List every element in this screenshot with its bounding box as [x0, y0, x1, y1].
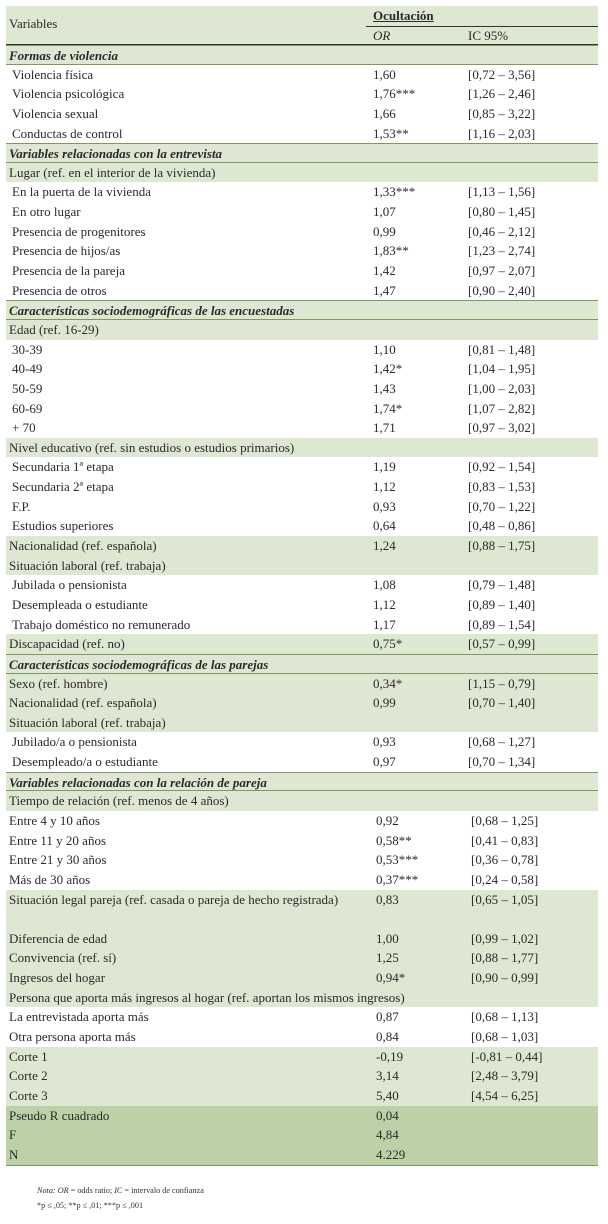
confidence-interval-cell: [0,88 – 1,75]	[468, 538, 536, 554]
confidence-interval-cell: [0,65 – 1,05]	[471, 891, 539, 907]
row-label: 50-59	[12, 380, 43, 396]
odds-ratio-cell: 1,25	[376, 950, 399, 966]
odds-ratio-cell: 1,47	[373, 282, 396, 298]
table-row	[6, 536, 598, 556]
confidence-interval-cell: [1,04 – 1,95]	[468, 361, 536, 377]
confidence-interval-cell: [0,79 – 1,48]	[468, 577, 536, 593]
table-row	[6, 261, 598, 281]
table-row	[6, 163, 598, 183]
row-label: Pseudo R cuadrado	[9, 1107, 110, 1123]
confidence-interval-cell: [0,85 – 3,22]	[468, 105, 536, 121]
odds-ratio-cell: 1,33***	[373, 184, 416, 200]
table-row	[6, 1125, 598, 1145]
table-row	[6, 281, 598, 301]
table-row	[6, 379, 598, 399]
variables-header: Variables	[9, 16, 58, 31]
confidence-interval-cell: [4,54 – 6,25]	[471, 1087, 539, 1103]
section-header-row	[6, 143, 598, 163]
row-label: Secundaria 1ª etapa	[12, 459, 114, 475]
table-row	[6, 870, 598, 890]
regression-table	[6, 6, 598, 1166]
odds-ratio-cell: 0,92	[376, 812, 399, 828]
odds-ratio-cell: 1,66	[373, 105, 396, 121]
row-label: Corte 3	[9, 1087, 48, 1103]
confidence-interval-cell: [0,70 – 1,34]	[468, 754, 536, 770]
table-row	[6, 516, 598, 536]
table-row	[6, 202, 598, 222]
odds-ratio-cell: 0,04	[376, 1107, 399, 1123]
confidence-interval-cell: [-0,81 – 0,44]	[471, 1048, 543, 1064]
row-label: Situación laboral (ref. trabaja)	[9, 714, 166, 730]
confidence-interval-cell: [1,23 – 2,74]	[468, 243, 536, 259]
table-row	[6, 988, 598, 1008]
odds-ratio-cell: 1,43	[373, 380, 396, 396]
table-row	[6, 182, 598, 202]
table-row	[6, 713, 598, 733]
table-row	[6, 104, 598, 124]
row-label: Ingresos del hogar	[9, 970, 106, 986]
confidence-interval-cell: [0,72 – 3,56]	[468, 66, 536, 82]
section-header-row	[6, 654, 598, 674]
table-row	[6, 948, 598, 968]
table-row	[6, 497, 598, 517]
section-header-row	[6, 300, 598, 320]
row-label: Entre 4 y 10 años	[9, 812, 100, 828]
table-row	[6, 457, 598, 477]
confidence-interval-cell: [1,13 – 1,56]	[468, 184, 536, 200]
row-label: En otro lugar	[12, 204, 81, 220]
table-row	[6, 1027, 598, 1047]
odds-ratio-cell: 1,07	[373, 204, 396, 220]
row-label: F.P.	[12, 498, 31, 514]
confidence-interval-cell: [1,07 – 2,82]	[468, 400, 536, 416]
row-label: Corte 2	[9, 1068, 48, 1084]
confidence-interval-cell: [0,92 – 1,54]	[468, 459, 536, 475]
odds-ratio-cell: 1,12	[373, 596, 396, 612]
confidence-interval-cell: [1,15 – 0,79]	[468, 675, 536, 691]
table-row	[6, 477, 598, 497]
odds-ratio-cell: 1,74*	[373, 400, 403, 416]
odds-ratio-cell: 1,71	[373, 420, 396, 436]
row-label: Situación laboral (ref. trabaja)	[9, 557, 166, 573]
odds-ratio-cell: 1,08	[373, 577, 396, 593]
table-row	[6, 929, 598, 949]
odds-ratio-cell: 0,64	[373, 518, 396, 534]
odds-ratio-cell: 1,42*	[373, 361, 403, 377]
table-row	[6, 890, 598, 929]
confidence-interval-cell: [0,90 – 0,99]	[471, 970, 539, 986]
table-row	[6, 1145, 598, 1166]
row-label: Convivencia (ref. sí)	[9, 950, 117, 966]
row-label: Entre 11 y 20 años	[9, 832, 106, 848]
row-label: Desempleado/a o estudiante	[12, 754, 158, 770]
odds-ratio-cell: 0,37***	[376, 871, 419, 887]
odds-ratio-cell: 0,34*	[373, 675, 403, 691]
row-label: Variables relacionadas con la entrevista	[9, 146, 223, 162]
confidence-interval-cell: [0,80 – 1,45]	[468, 204, 536, 220]
odds-ratio-cell: 1,76***	[373, 86, 416, 102]
row-label: Jubilada o pensionista	[12, 577, 127, 593]
row-label: 30-39	[12, 341, 43, 357]
table-row	[6, 84, 598, 104]
odds-ratio-cell: 0,58**	[376, 832, 412, 848]
confidence-interval-cell: [0,36 – 0,78]	[471, 852, 539, 868]
row-label: Persona que aporta más ingresos al hogar (ref. aportan los mismos ingresos)	[9, 989, 405, 1005]
odds-ratio-cell: 0,75*	[373, 636, 403, 652]
odds-ratio-cell: 0,93	[373, 734, 396, 750]
row-label: Desempleada o estudiante	[12, 596, 148, 612]
header-divider	[366, 26, 598, 27]
confidence-interval-cell: [0,48 – 0,86]	[468, 518, 536, 534]
table-row	[6, 1007, 598, 1027]
odds-ratio-cell: 1,10	[373, 341, 396, 357]
outcome-header: Ocultación	[373, 8, 434, 23]
row-label: Presencia de la pareja	[12, 263, 125, 279]
row-label: Conductas de control	[12, 125, 123, 141]
odds-ratio-cell: 1,53**	[373, 125, 409, 141]
ic-column-header: IC 95%	[468, 28, 509, 43]
row-label: Estudios superiores	[12, 518, 114, 534]
section-header-row	[6, 45, 598, 65]
odds-ratio-cell: 1,00	[376, 930, 399, 946]
row-label: Presencia de hijos/as	[12, 243, 121, 259]
table-row	[6, 418, 598, 438]
odds-ratio-cell: 4,84	[376, 1127, 399, 1143]
table-row	[6, 241, 598, 261]
odds-ratio-cell: 1,24	[373, 538, 396, 554]
table-row	[6, 615, 598, 635]
table-row	[6, 1086, 598, 1106]
odds-ratio-cell: 1,12	[373, 479, 396, 495]
row-label: F	[9, 1127, 17, 1143]
odds-ratio-cell: 0,84	[376, 1029, 399, 1045]
confidence-interval-cell: [0,46 – 2,12]	[468, 223, 536, 239]
table-row	[6, 674, 598, 694]
confidence-interval-cell: [0,99 – 1,02]	[471, 930, 539, 946]
odds-ratio-cell: 4.229	[376, 1146, 406, 1162]
confidence-interval-cell: [0,89 – 1,54]	[468, 616, 536, 632]
confidence-interval-cell: [0,24 – 0,58]	[471, 871, 539, 887]
or-column-header: OR	[373, 28, 391, 43]
row-label: Nacionalidad (ref. española)	[9, 538, 157, 554]
odds-ratio-cell: 0,87	[376, 1009, 399, 1025]
odds-ratio-cell: 0,53***	[376, 852, 419, 868]
table-row	[6, 340, 598, 360]
table-row	[6, 438, 598, 458]
odds-ratio-cell: -0,19	[376, 1048, 404, 1064]
table-row	[6, 359, 598, 379]
table-row	[6, 320, 598, 340]
odds-ratio-cell: 1,19	[373, 459, 396, 475]
confidence-interval-cell: [0,88 – 1,77]	[471, 950, 539, 966]
table-row	[6, 1066, 598, 1086]
table-row	[6, 968, 598, 988]
confidence-interval-cell: [0,70 – 1,40]	[468, 695, 536, 711]
row-label: Jubilado/a o pensionista	[12, 734, 137, 750]
confidence-interval-cell: [0,68 – 1,25]	[471, 812, 539, 828]
odds-ratio-cell: 1,60	[373, 66, 396, 82]
table-row	[6, 732, 598, 752]
section-header-row	[6, 772, 598, 792]
odds-ratio-cell: 5,40	[376, 1087, 399, 1103]
table-header	[6, 6, 598, 45]
table-row	[6, 693, 598, 713]
row-label: Edad (ref. 16-29)	[9, 321, 99, 337]
row-label: Situación legal pareja (ref. casada o pareja de hecho registrada)	[9, 891, 339, 907]
odds-ratio-cell: 1,83**	[373, 243, 409, 259]
row-label: Presencia de progenitores	[12, 223, 146, 239]
row-label: 60-69	[12, 400, 43, 416]
row-label: En la puerta de la vivienda	[12, 184, 151, 200]
row-label: Lugar (ref. en el interior de la vivienda)	[9, 164, 216, 180]
table-row	[6, 575, 598, 595]
note-line-2: *p ≤ ,05; **p ≤ ,01; ***p ≤ ,001	[37, 1201, 144, 1210]
row-label: Características sociodemográficas de las encuestadas	[9, 303, 295, 319]
confidence-interval-cell: [0,70 – 1,22]	[468, 498, 536, 514]
odds-ratio-cell: 0,99	[373, 695, 396, 711]
confidence-interval-cell: [2,48 – 3,79]	[471, 1068, 539, 1084]
confidence-interval-cell: [0,83 – 1,53]	[468, 479, 536, 495]
confidence-interval-cell: [0,81 – 1,48]	[468, 341, 536, 357]
table-notes	[37, 1183, 204, 1213]
row-label: Otra persona aporta más	[9, 1029, 136, 1045]
table-row	[6, 850, 598, 870]
odds-ratio-cell: 3,14	[376, 1068, 399, 1084]
odds-ratio-cell: 0,83	[376, 891, 399, 907]
table-row	[6, 124, 598, 144]
confidence-interval-cell: [0,97 – 3,02]	[468, 420, 536, 436]
odds-ratio-cell: 0,94*	[376, 970, 406, 986]
confidence-interval-cell: [0,89 – 1,40]	[468, 596, 536, 612]
row-label: Corte 1	[9, 1048, 48, 1064]
table-row	[6, 556, 598, 576]
confidence-interval-cell: [0,97 – 2,07]	[468, 263, 536, 279]
odds-ratio-cell: 1,17	[373, 616, 396, 632]
row-label: + 70	[12, 420, 36, 436]
confidence-interval-cell: [0,57 – 0,99]	[468, 636, 536, 652]
row-label: Características sociodemográficas de las parejas	[9, 656, 269, 672]
row-label: Violencia psicológica	[12, 86, 125, 102]
row-label: Más de 30 años	[9, 871, 91, 887]
confidence-interval-cell: [1,26 – 2,46]	[468, 86, 536, 102]
row-label: Trabajo doméstico no remunerado	[12, 616, 191, 632]
table-row	[6, 831, 598, 851]
row-label: Diferencia de edad	[9, 930, 108, 946]
table-row	[6, 1047, 598, 1067]
row-label: N	[9, 1146, 19, 1162]
table-row	[6, 65, 598, 85]
table-row	[6, 811, 598, 831]
table-row	[6, 752, 598, 772]
row-label: Discapacidad (ref. no)	[9, 636, 125, 652]
row-label: Sexo (ref. hombre)	[9, 675, 108, 691]
row-label: Variables relacionadas con la relación de pareja	[9, 774, 267, 790]
odds-ratio-cell: 1,42	[373, 263, 396, 279]
row-label: Nivel educativo (ref. sin estudios o estudios primarios)	[9, 439, 295, 455]
odds-ratio-cell: 0,99	[373, 223, 396, 239]
row-label: Formas de violencia	[9, 48, 119, 63]
table-row	[6, 791, 598, 811]
row-label: Tiempo de relación (ref. menos de 4 años)	[9, 793, 229, 809]
confidence-interval-cell: [0,41 – 0,83]	[471, 832, 539, 848]
note-line-1: Nota: OR = odds ratio; IC = intervalo de confianza	[37, 1186, 204, 1195]
confidence-interval-cell: [1,00 – 2,03]	[468, 380, 536, 396]
table-body	[6, 45, 598, 1166]
row-label: Presencia de otros	[12, 282, 107, 298]
confidence-interval-cell: [0,68 – 1,27]	[468, 734, 536, 750]
confidence-interval-cell: [1,16 – 2,03]	[468, 125, 536, 141]
table-row	[6, 399, 598, 419]
confidence-interval-cell: [0,68 – 1,13]	[471, 1009, 539, 1025]
row-label: Nacionalidad (ref. española)	[9, 695, 157, 711]
confidence-interval-cell: [0,68 – 1,03]	[471, 1029, 539, 1045]
confidence-interval-cell: [0,90 – 2,40]	[468, 282, 536, 298]
table-row	[6, 634, 598, 654]
row-label: Secundaria 2ª etapa	[12, 479, 114, 495]
row-label: La entrevistada aporta más	[9, 1009, 149, 1025]
row-label: Entre 21 y 30 años	[9, 852, 107, 868]
odds-ratio-cell: 0,97	[373, 754, 396, 770]
odds-ratio-cell: 0,93	[373, 498, 396, 514]
table-row	[6, 222, 598, 242]
row-label: Violencia sexual	[12, 105, 99, 121]
row-label: 40-49	[12, 361, 43, 377]
table-row	[6, 1106, 598, 1126]
table-row	[6, 595, 598, 615]
row-label: Violencia física	[12, 66, 94, 82]
